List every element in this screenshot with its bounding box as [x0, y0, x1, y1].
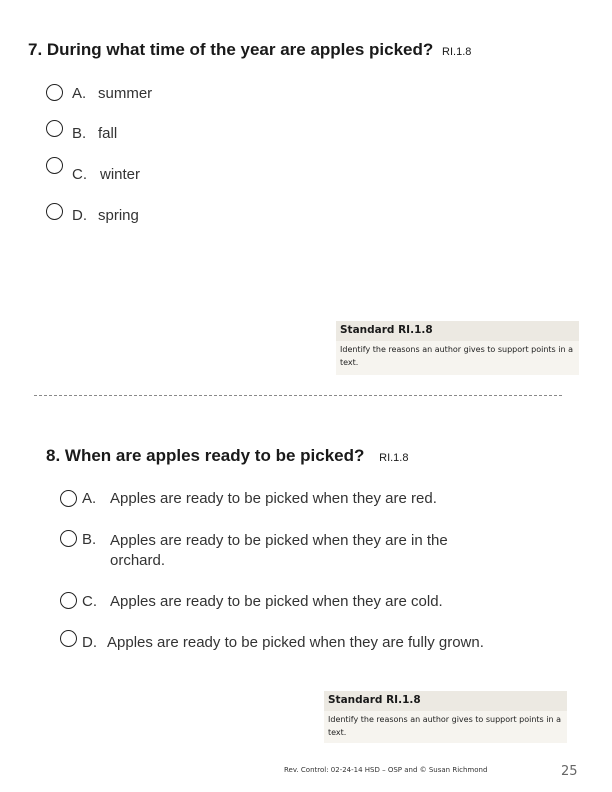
question-8-title: [46, 446, 408, 466]
option-8a-text: Apples are ready to be picked when they are red.: [110, 490, 437, 507]
option-8c-text: Apples are ready to be picked when they are cold.: [110, 593, 443, 610]
question-8-standard-code: RI.1.8: [379, 452, 409, 464]
radio-8d[interactable]: [60, 630, 77, 647]
standard-box-8-heading: Standard RI.1.8: [324, 691, 567, 711]
option-8b-letter: B.: [82, 531, 97, 548]
question-7-text: 7. During what time of the year are apples picked?: [28, 40, 434, 59]
standard-box-7: [336, 321, 579, 375]
radio-7a[interactable]: [46, 84, 63, 101]
option-7a-text: summer: [98, 85, 153, 102]
section-divider: [34, 395, 562, 396]
page-number: 25: [561, 764, 578, 779]
option-7b-text: fall: [98, 125, 118, 142]
option-7d-letter: D.: [72, 207, 87, 224]
standard-box-7-body: Identify the reasons an author gives to support points in a text.: [336, 341, 579, 375]
option-8c-letter: C.: [82, 593, 97, 610]
option-8d-letter: D.: [82, 634, 97, 651]
question-7-standard-code: RI.1.8: [442, 46, 472, 58]
question-7-title: [28, 40, 471, 60]
radio-7c[interactable]: [46, 157, 63, 174]
radio-8c[interactable]: [60, 592, 77, 609]
option-8a-letter: A.: [82, 490, 97, 507]
standard-box-8-body: Identify the reasons an author gives to support points in a text.: [324, 711, 567, 743]
radio-7d[interactable]: [46, 203, 63, 220]
question-8-text: 8. When are apples ready to be picked?: [46, 446, 365, 465]
radio-7b[interactable]: [46, 120, 63, 137]
option-8d-text: Apples are ready to be picked when they are fully grown.: [107, 634, 484, 651]
option-7b-letter: B.: [72, 125, 87, 142]
option-7a-letter: A.: [72, 85, 87, 102]
standard-box-7-heading: Standard RI.1.8: [336, 321, 579, 341]
radio-8a[interactable]: [60, 490, 77, 507]
standard-box-8: [324, 691, 567, 743]
option-7c-letter: C.: [72, 166, 87, 183]
option-7d-text: spring: [98, 207, 139, 224]
radio-8b[interactable]: [60, 530, 77, 547]
footer-copyright: Rev. Control: 02-24-14 HSD – OSP and © Susan Richmond: [284, 766, 488, 774]
option-8b-text: Apples are ready to be picked when they are in the orchard.: [110, 532, 448, 569]
option-7c-text: winter: [100, 166, 141, 183]
